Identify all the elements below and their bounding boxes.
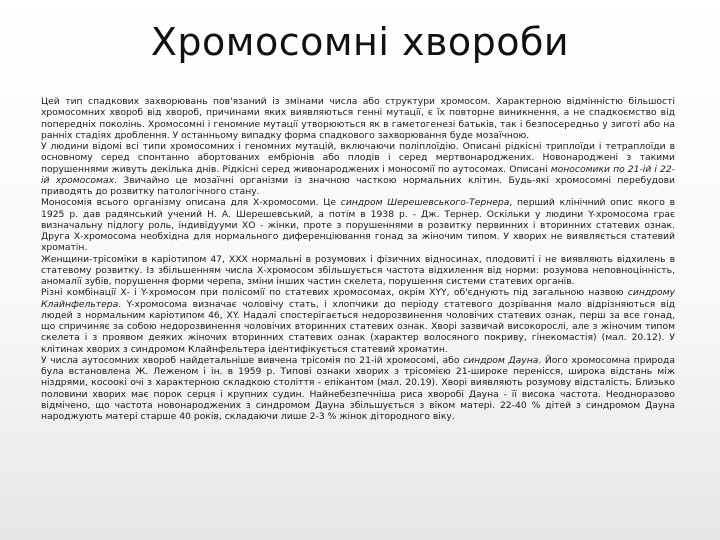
italic-term: синдром Шерешевського-Тернера [340,197,510,209]
text-run: . Звичайно це мозаїчні організми із значною часткою нормальних клітин. Будь-які хромосомні перебудови приводять до розвитку патологічного стану. [41,174,675,197]
slide-title: Хромосомні хвороби [150,20,570,64]
paragraph [41,287,675,355]
text-run: Женщини-трісоміки в каріотипом 47, ХХХ нормальні в розумових і фізичних відносинах, плодовиті і не виявляють відхилень в статевому розвитку. Із збільшенням числа Х-хромосом збільшується частота відхилення від норми: розумова неповноцінність, аномалії зубів, порушення форми черепа, зміни інших частин скелета, порушення системи статевих органів. [41,253,675,287]
text-run: Моносомія всього організму описана для Х-хромосоми. Це [41,197,341,209]
paragraph [41,254,675,288]
italic-term: моносомики по 21-ій і 22-ій хромосомах [41,163,675,186]
paragraph [41,197,675,253]
slide-body [41,96,675,422]
text-run: , перший клінічний опис якого в 1925 р. дав радянський учений Н. А. Шерешевський, а потім в 1938 р. - Дж. Тернер. Оскільки у людини Y-хромосома грає визначальну підлогу роль, індивідууми ХО - жінки, проте з порушеннями в розвитку первинних і вторинних статевих ознак. Друга Х-хромосома необхідна для нормального диференціювання гонад за жіночим типом. У хворих не виявляється статевий хроматін. [41,197,675,254]
text-run: . Y-хромосома визначає чоловічу стать, і хлопчики до періоду статевого дозрівання мало відрізняються від людей з нормальним каріотипом 46, XY. Надалі спостерігається недорозвинення чоловічих статевих ознак, перш за все гонад, що спричиняє за собою недорозвинення чоловічих вторинних статевих ознак. Хворі зазвичай високорослі, але з жіночим типом скелета і з проявом деяких жіночих вторинних статевих ознак (характер волосяного покриву, гінекомастія) (мал. 20.12). У клітинах хворих з синдромом Клайнфельтера ідентифікується статевий хроматин. [41,298,675,355]
text-run: У людини відомі всі типи хромосомних і геномних мутацій, включаючи поліплоїдію. Описані рідкісні триплоїди і тетраплоїди в основному серед спонтанно абортованих ембріонів або плодів і серед мертвонароджених. Новонароджені з такими порушеннями живуть декілька днів. Рідкісні серед живонароджених і моносомії по аутосомах. Описані [41,141,675,175]
text-run: У числа аутосомних хвороб найдетальніше вивчена трісомія по 21-ій хромосомі, або [41,354,464,366]
paragraph [41,355,675,423]
paragraph [41,96,675,141]
text-run: Цей тип спадкових захворювань пов'язаний із змінами числа або структури хромосом. Характерною відмінністю більшості хромосомних хвороб від хвороб, причинами яких виявляються генні мутації, є їх повторне виникнення, а не спадкоємство від попередніх поколінь. Хромосомні і геномние мутації утворюються як в гаметогенезі батьків, так і безпосередньо у зиготі або на ранніх стадіях дроблення. У останньому випадку форма спадкового захворювання буде мозаїчною. [41,96,675,141]
italic-term: синдром Дауна [463,354,539,366]
text-run: . Його хромосомна природа була встановлена Ж. Леженом і ін. в 1959 р. Типові ознаки хворих з трісомією 21-широке перенісся, широка відстань між ніздрями, косоокі очі з характерною складкою століття - епікантом (мал. 20.19). Хворі виявляють розумову відсталість. Близько половини хворих має порок серця і крупних судин. Найнебезпечніша риса хворобі Дауна - її висока частота. Неодноразово відмічено, що частота новонароджених з синдромом Дауна збільшується з віком матері. 22-40 % дітей з синдромом Дауна народжують матері старше 40 років, складаючи лише 2-3 % жінок дітородного віку. [41,354,675,422]
paragraph [41,141,675,197]
italic-term: синдрому Клайнфельтера [41,287,675,310]
text-run: Різні комбінації Х- і Y-хромосом при полісомії по статевих хромосомах, окрім XYY, об'єднують під загальною назвою [41,287,628,299]
